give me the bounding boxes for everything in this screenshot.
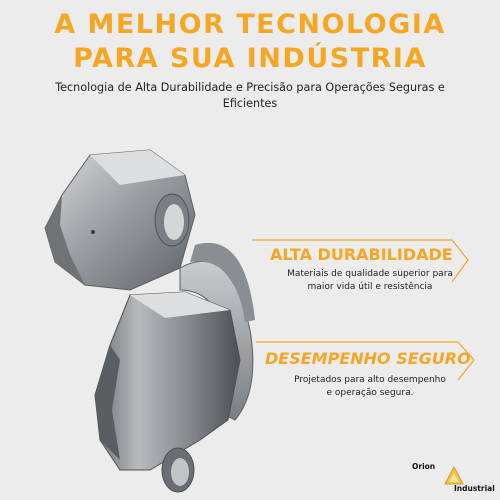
feature-safety bbox=[250, 342, 485, 402]
headline-line-2: PARA SUA INDÚSTRIA bbox=[73, 43, 427, 74]
headline-line-1: A MELHOR TECNOLOGIA bbox=[54, 9, 446, 40]
feature-title: ALTA DURABILIDADE bbox=[270, 245, 453, 264]
triangle-logo-icon bbox=[444, 466, 464, 486]
brand-name-top: Orion bbox=[412, 462, 436, 471]
feature-text-line: maior vida útil e resistência bbox=[307, 282, 433, 292]
feature-text-line: e operação segura. bbox=[326, 388, 414, 398]
feature-description bbox=[250, 268, 490, 294]
upper-clamp-block bbox=[45, 150, 195, 290]
feature-text-line: Materiais de qualidade superior para bbox=[287, 269, 453, 279]
feature-text-line: Projetados para alto desempenho bbox=[294, 375, 446, 385]
feature-description bbox=[250, 374, 490, 400]
feature-title: DESEMPENHO SEGURO bbox=[265, 349, 471, 368]
lower-clamp-block bbox=[95, 292, 240, 492]
brand-name-bottom: Industrial bbox=[454, 484, 495, 493]
brand-logo bbox=[410, 462, 500, 500]
subtitle: Tecnologia de Alta Durabilidade e Precisão para Operações Seguras e Eficientes bbox=[55, 81, 445, 110]
feature-durability bbox=[250, 240, 485, 300]
